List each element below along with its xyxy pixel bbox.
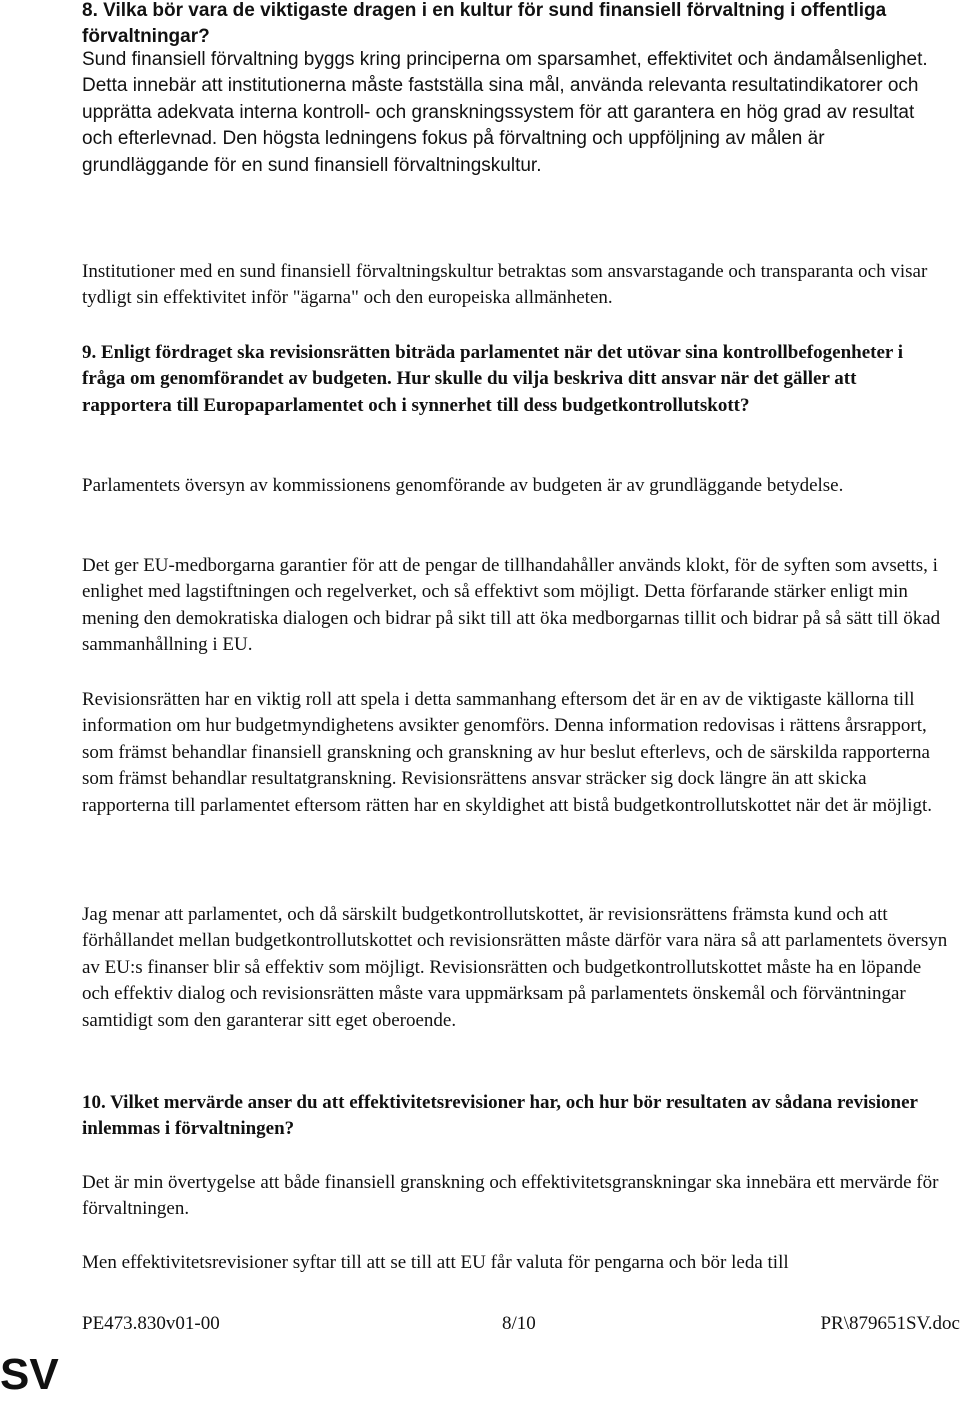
question-9-heading: 9. Enligt fördraget ska revisionsrätten biträda parlamentet när det utövar sina kontrollbefogenheter i fråga om genomförandet av budgeten. Hur skulle du vilja beskriva ditt ansvar när det gäller att rapportera till Europaparlamentet och i synnerhet till dess budgetkontrollutskott? bbox=[82, 342, 904, 416]
question-9-paragraph-3: Revisionsrätten har en viktig roll att spela i detta sammanhang eftersom det är en av de viktigaste källorna till information om hur budgetmyndighetens avsikter genomförs. Denna information redovisas i rättens årsrapport, som främst behandlar finansiell granskning och granskning av hur beslut efterlevs, och de särskilda rapporterna som främst behandlar resultatgranskning. Revisionsrättens ansvar sträcker sig dock längre än att skicka rapporterna till parlamentet eftersom rätten har en skyldighet att bistå budgetkontrollutskottet när det är möjligt. bbox=[82, 689, 932, 816]
footer-page-number: 8/10 bbox=[502, 1313, 536, 1334]
question-8-paragraph-1: Sund finansiell förvaltning byggs kring principerna om sparsamhet, effektivitet och ändamålsenlighet. Detta innebär att institutionerna måste fastställa sina mål, använda relevanta resultatindikatorer och upprätta adekvata interna kontroll- och granskningssystem för att garantera en hög grad av resultat och efterlevnad. Den högsta ledningens fokus på förvaltning och uppföljning av målen är grundläggande för en sund finansiell förvaltningskultur. bbox=[82, 49, 928, 176]
question-8-heading: 8. Vilka bör vara de viktigaste dragen i en kultur för sund finansiell förvaltning i offentliga förvaltningar? bbox=[82, 0, 887, 48]
footer-doc-reference: PE473.830v01-00 bbox=[82, 1313, 220, 1334]
question-10-paragraph-1: Det är min övertygelse att både finansiell granskning och effektivitetsgranskningar ska innebära ett mervärde för förvaltningen. bbox=[82, 1172, 939, 1220]
question-8-paragraph-2: Institutioner med en sund finansiell förvaltningskultur betraktas som ansvarstagande och transparanta och visar tydligt sin effektivitet inför "ägarna" och den europeiska allmänheten. bbox=[82, 261, 928, 309]
question-9-paragraph-1: Parlamentets översyn av kommissionens genomförande av budgeten är av grundläggande betydelse. bbox=[82, 475, 844, 496]
question-9-paragraph-4: Jag menar att parlamentet, och då särskilt budgetkontrollutskottet, är revisionsrättens främsta kund och att förhållandet mellan budgetkontrollutskottet och revisionsrätten måste därför vara nära så att parlamentets översyn av EU:s finanser blir så effektiv som möjligt. Revisionsrätten och budgetkontrollutskottet måste ha en löpande och effektiv dialog och revisionsrätten måste vara uppmärksam på parlamentets önskemål och förväntningar samtidigt som den garanterar sitt eget oberoende. bbox=[82, 904, 948, 1031]
question-10-paragraph-2: Men effektivitetsrevisioner syftar till att se till att EU får valuta för pengarna och bör leda till bbox=[82, 1252, 789, 1273]
language-code: SV bbox=[0, 1350, 59, 1399]
question-9-paragraph-2: Det ger EU-medborgarna garantier för att de pengar de tillhandahåller används klokt, för de syften som avsetts, i enlighet med lagstiftningen och regelverket, och så effektivt som möjligt. Detta förfarande stärker enligt min mening den demokratiska dialogen och bidrar på sikt till att öka medborgarnas tillit och bidrar på så sätt till ökad sammanhållning i EU. bbox=[82, 555, 941, 656]
footer-file-name: PR\879651SV.doc bbox=[820, 1313, 960, 1334]
page-footer bbox=[82, 1313, 960, 1339]
question-10-heading: 10. Vilket mervärde anser du att effektivitetsrevisioner har, och hur bör resultaten av sådana revisioner inlemmas i förvaltningen? bbox=[82, 1092, 918, 1140]
